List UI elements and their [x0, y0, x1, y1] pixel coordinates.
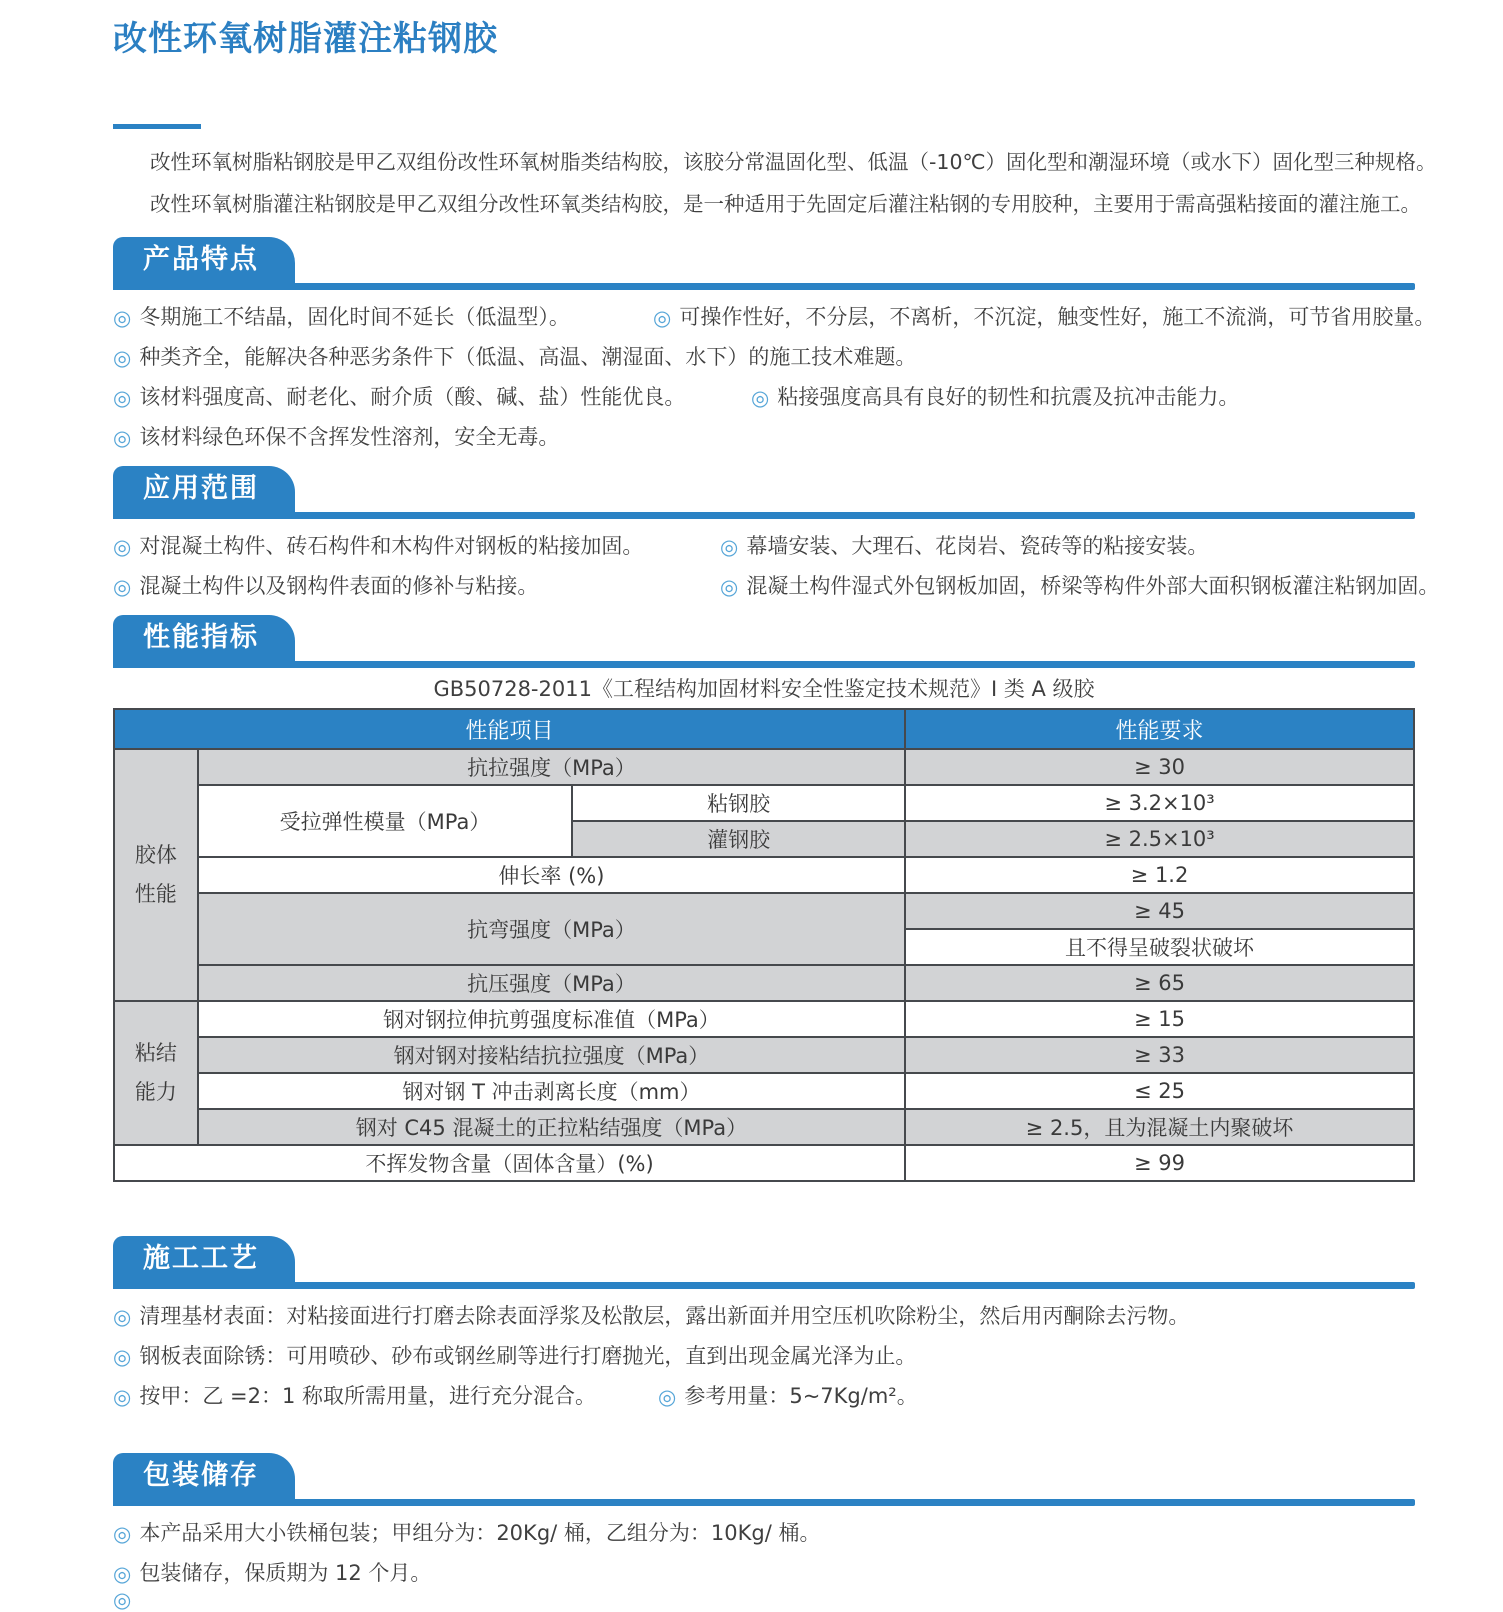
section-rule	[113, 283, 1415, 290]
value-cell: ≥ 33	[905, 1037, 1414, 1073]
bullet-icon: ◎	[113, 1522, 132, 1546]
list-item-text: 参考用量：5~7Kg/m²。	[684, 1384, 918, 1408]
list-item-text: 混凝土构件湿式外包钢板加固，桥梁等构件外部大面积钢板灌注粘钢加固。	[746, 574, 1440, 598]
value-cell: ≥ 2.5×10³	[905, 821, 1414, 857]
list-item	[113, 420, 559, 454]
param-cell: 伸长率 (%)	[198, 857, 905, 893]
table-row	[114, 1109, 1414, 1145]
value-cell: ≥ 45	[905, 893, 1414, 929]
bullet-icon: ◎	[751, 386, 770, 410]
group-label: 粘结能力	[134, 1041, 177, 1104]
param-cell: 抗弯强度（MPa）	[198, 893, 905, 965]
param-cell: 钢对 C45 混凝土的正拉粘结强度（MPa）	[198, 1109, 905, 1145]
value-cell: ≥ 15	[905, 1001, 1414, 1037]
page-title: 改性环氧树脂灌注粘钢胶	[113, 19, 498, 59]
value-cell: ≥ 30	[905, 749, 1414, 785]
table-row	[114, 785, 1414, 821]
list-item	[113, 380, 751, 414]
list-item	[113, 300, 653, 334]
param-cell: 钢对钢拉伸抗剪强度标准值（MPa）	[198, 1001, 905, 1037]
list-item	[751, 380, 1239, 414]
title-underline-dash	[113, 124, 201, 129]
list-row	[113, 340, 1415, 374]
column-header-item: 性能项目	[114, 709, 905, 749]
section-header	[113, 1453, 1415, 1506]
sub-param-cell: 粘钢胶	[572, 785, 905, 821]
list-row	[113, 420, 1415, 454]
intro-paragraphs	[113, 141, 1437, 225]
section-title-tab: 施工工艺	[113, 1236, 295, 1282]
list-row	[113, 569, 1440, 603]
section-performance	[113, 615, 1415, 1182]
list-row	[113, 380, 1415, 414]
process-list	[113, 1299, 1415, 1413]
value-cell: ≤ 25	[905, 1073, 1414, 1109]
performance-table	[113, 708, 1415, 1182]
list-item-text: 该材料强度高、耐老化、耐介质（酸、碱、盐）性能优良。	[139, 385, 686, 409]
value-cell: ≥ 65	[905, 965, 1414, 1001]
bullet-icon: ◎	[113, 1345, 132, 1369]
applications-list	[113, 529, 1440, 603]
intro-paragraph: 改性环氧树脂灌注粘钢胶是甲乙双组分改性环氧类结构胶，是一种适用于先固定后灌注粘钢的专用胶种，主要用于需高强粘接面的灌注施工。	[150, 192, 1421, 216]
param-cell: 抗压强度（MPa）	[198, 965, 905, 1001]
list-item-text: 包装储存，保质期为 12 个月。	[139, 1561, 432, 1585]
list-item-text: 对混凝土构件、砖石构件和木构件对钢板的粘接加固。	[139, 534, 644, 558]
list-item	[720, 529, 1208, 563]
list-row	[113, 529, 1415, 563]
bullet-icon: ◎	[113, 1562, 132, 1586]
list-item	[720, 569, 1439, 603]
bullet-icon: ◎	[720, 575, 739, 599]
value-cell: ≥ 2.5，且为混凝土内聚破坏	[905, 1109, 1414, 1145]
list-item	[658, 1379, 918, 1413]
list-item-text: 幕墙安装、大理石、花岗岩、瓷砖等的粘接安装。	[746, 534, 1209, 558]
section-header	[113, 237, 1415, 290]
section-title-tab: 产品特点	[113, 237, 295, 283]
table-header-row	[114, 709, 1414, 749]
value-cell: ≥ 1.2	[905, 857, 1414, 893]
table-caption: GB50728-2011《工程结构加固材料安全性鉴定技术规范》I 类 A 级胶	[433, 677, 1095, 701]
param-cell: 抗拉强度（MPa）	[198, 749, 905, 785]
bullet-icon: ◎	[113, 1588, 132, 1612]
table-row	[114, 1001, 1414, 1037]
value-cell: 且不得呈破裂状破坏	[905, 929, 1414, 965]
bullet-icon: ◎	[113, 1385, 132, 1409]
bullet-icon: ◎	[113, 426, 132, 450]
bullet-icon: ◎	[113, 306, 132, 330]
list-row	[113, 1516, 1415, 1550]
list-item	[113, 529, 720, 563]
list-item-text: 按甲：乙 =2：1 称取所需用量，进行充分混合。	[139, 1384, 596, 1408]
section-header	[113, 1236, 1415, 1289]
list-row	[113, 1339, 1415, 1373]
bullet-icon: ◎	[720, 535, 739, 559]
list-item-text: 混凝土构件以及钢构件表面的修补与粘接。	[139, 574, 539, 598]
list-row	[113, 300, 1436, 334]
param-cell: 钢对钢对接粘结抗拉强度（MPa）	[198, 1037, 905, 1073]
bullet-icon: ◎	[653, 306, 672, 330]
list-row	[113, 1379, 1415, 1413]
section-header	[113, 615, 1415, 668]
list-item	[113, 569, 720, 603]
list-row	[113, 1556, 1415, 1590]
table-row	[114, 965, 1414, 1001]
section-rule	[113, 1499, 1415, 1506]
section-packaging	[113, 1453, 1415, 1590]
list-item-text: 冬期施工不结晶，固化时间不延长（低温型）。	[139, 305, 570, 329]
list-item	[113, 340, 916, 374]
table-row	[114, 893, 1414, 929]
list-item-text: 本产品采用大小铁桶包装；甲组分为：20Kg/ 桶，乙组分为：10Kg/ 桶。	[139, 1521, 821, 1545]
list-item-text: 粘接强度高具有良好的韧性和抗震及抗冲击能力。	[777, 385, 1240, 409]
list-item	[113, 1339, 916, 1373]
section-rule	[113, 512, 1415, 519]
packaging-list	[113, 1516, 1415, 1590]
bullet-icon: ◎	[113, 535, 132, 559]
list-item	[113, 1379, 658, 1413]
section-applications	[113, 466, 1440, 603]
table-row	[114, 1037, 1414, 1073]
bullet-icon: ◎	[113, 1305, 132, 1329]
list-item	[113, 1516, 820, 1550]
table-row	[114, 857, 1414, 893]
section-process	[113, 1236, 1415, 1413]
bullet-icon: ◎	[658, 1385, 677, 1409]
table-row	[114, 1145, 1414, 1181]
section-features	[113, 237, 1436, 454]
value-cell: ≥ 3.2×10³	[905, 785, 1414, 821]
param-cell: 受拉弹性模量（MPa）	[198, 785, 572, 857]
bullet-icon: ◎	[113, 575, 132, 599]
intro-paragraph: 改性环氧树脂粘钢胶是甲乙双组份改性环氧树脂类结构胶，该胶分常温固化型、低温（-10℃）固化型和潮湿环境（或水下）固化型三种规格。	[150, 150, 1437, 174]
section-title-tab: 应用范围	[113, 466, 295, 512]
column-header-requirement: 性能要求	[905, 709, 1414, 749]
param-cell: 不挥发物含量（固体含量）(%)	[114, 1145, 905, 1181]
features-list	[113, 300, 1436, 454]
list-item	[113, 1556, 431, 1590]
list-row	[113, 1299, 1415, 1333]
list-item-text: 钢板表面除锈：可用喷砂、砂布或钢丝刷等进行打磨抛光，直到出现金属光泽为止。	[139, 1344, 917, 1368]
section-rule	[113, 661, 1415, 668]
section-rule	[113, 1282, 1415, 1289]
group-cell-bond	[114, 1001, 198, 1145]
list-item-text: 清理基材表面：对粘接面进行打磨去除表面浮浆及松散层，露出新面并用空压机吹除粉尘，然后用丙酮除去污物。	[139, 1304, 1190, 1328]
list-item	[653, 300, 1435, 334]
group-label: 胶体性能	[134, 843, 177, 906]
group-cell-body	[114, 749, 198, 1001]
sub-param-cell: 灌钢胶	[572, 821, 905, 857]
param-cell: 钢对钢 T 冲击剥离长度（mm）	[198, 1073, 905, 1109]
section-title-tab: 包装储存	[113, 1453, 295, 1499]
section-header	[113, 466, 1415, 519]
bullet-icon: ◎	[113, 346, 132, 370]
section-title-tab: 性能指标	[113, 615, 295, 661]
list-item-text: 种类齐全，能解决各种恶劣条件下（低温、高温、潮湿面、水下）的施工技术难题。	[139, 345, 917, 369]
bullet-icon: ◎	[113, 386, 132, 410]
list-item-text: 该材料绿色环保不含挥发性溶剂，安全无毒。	[139, 425, 560, 449]
table-row	[114, 1073, 1414, 1109]
list-item-text: 可操作性好，不分层，不离析，不沉淀，触变性好，施工不流淌，可节省用胶量。	[679, 305, 1436, 329]
list-item	[113, 1299, 1189, 1333]
table-row	[114, 749, 1414, 785]
value-cell: ≥ 99	[905, 1145, 1414, 1181]
